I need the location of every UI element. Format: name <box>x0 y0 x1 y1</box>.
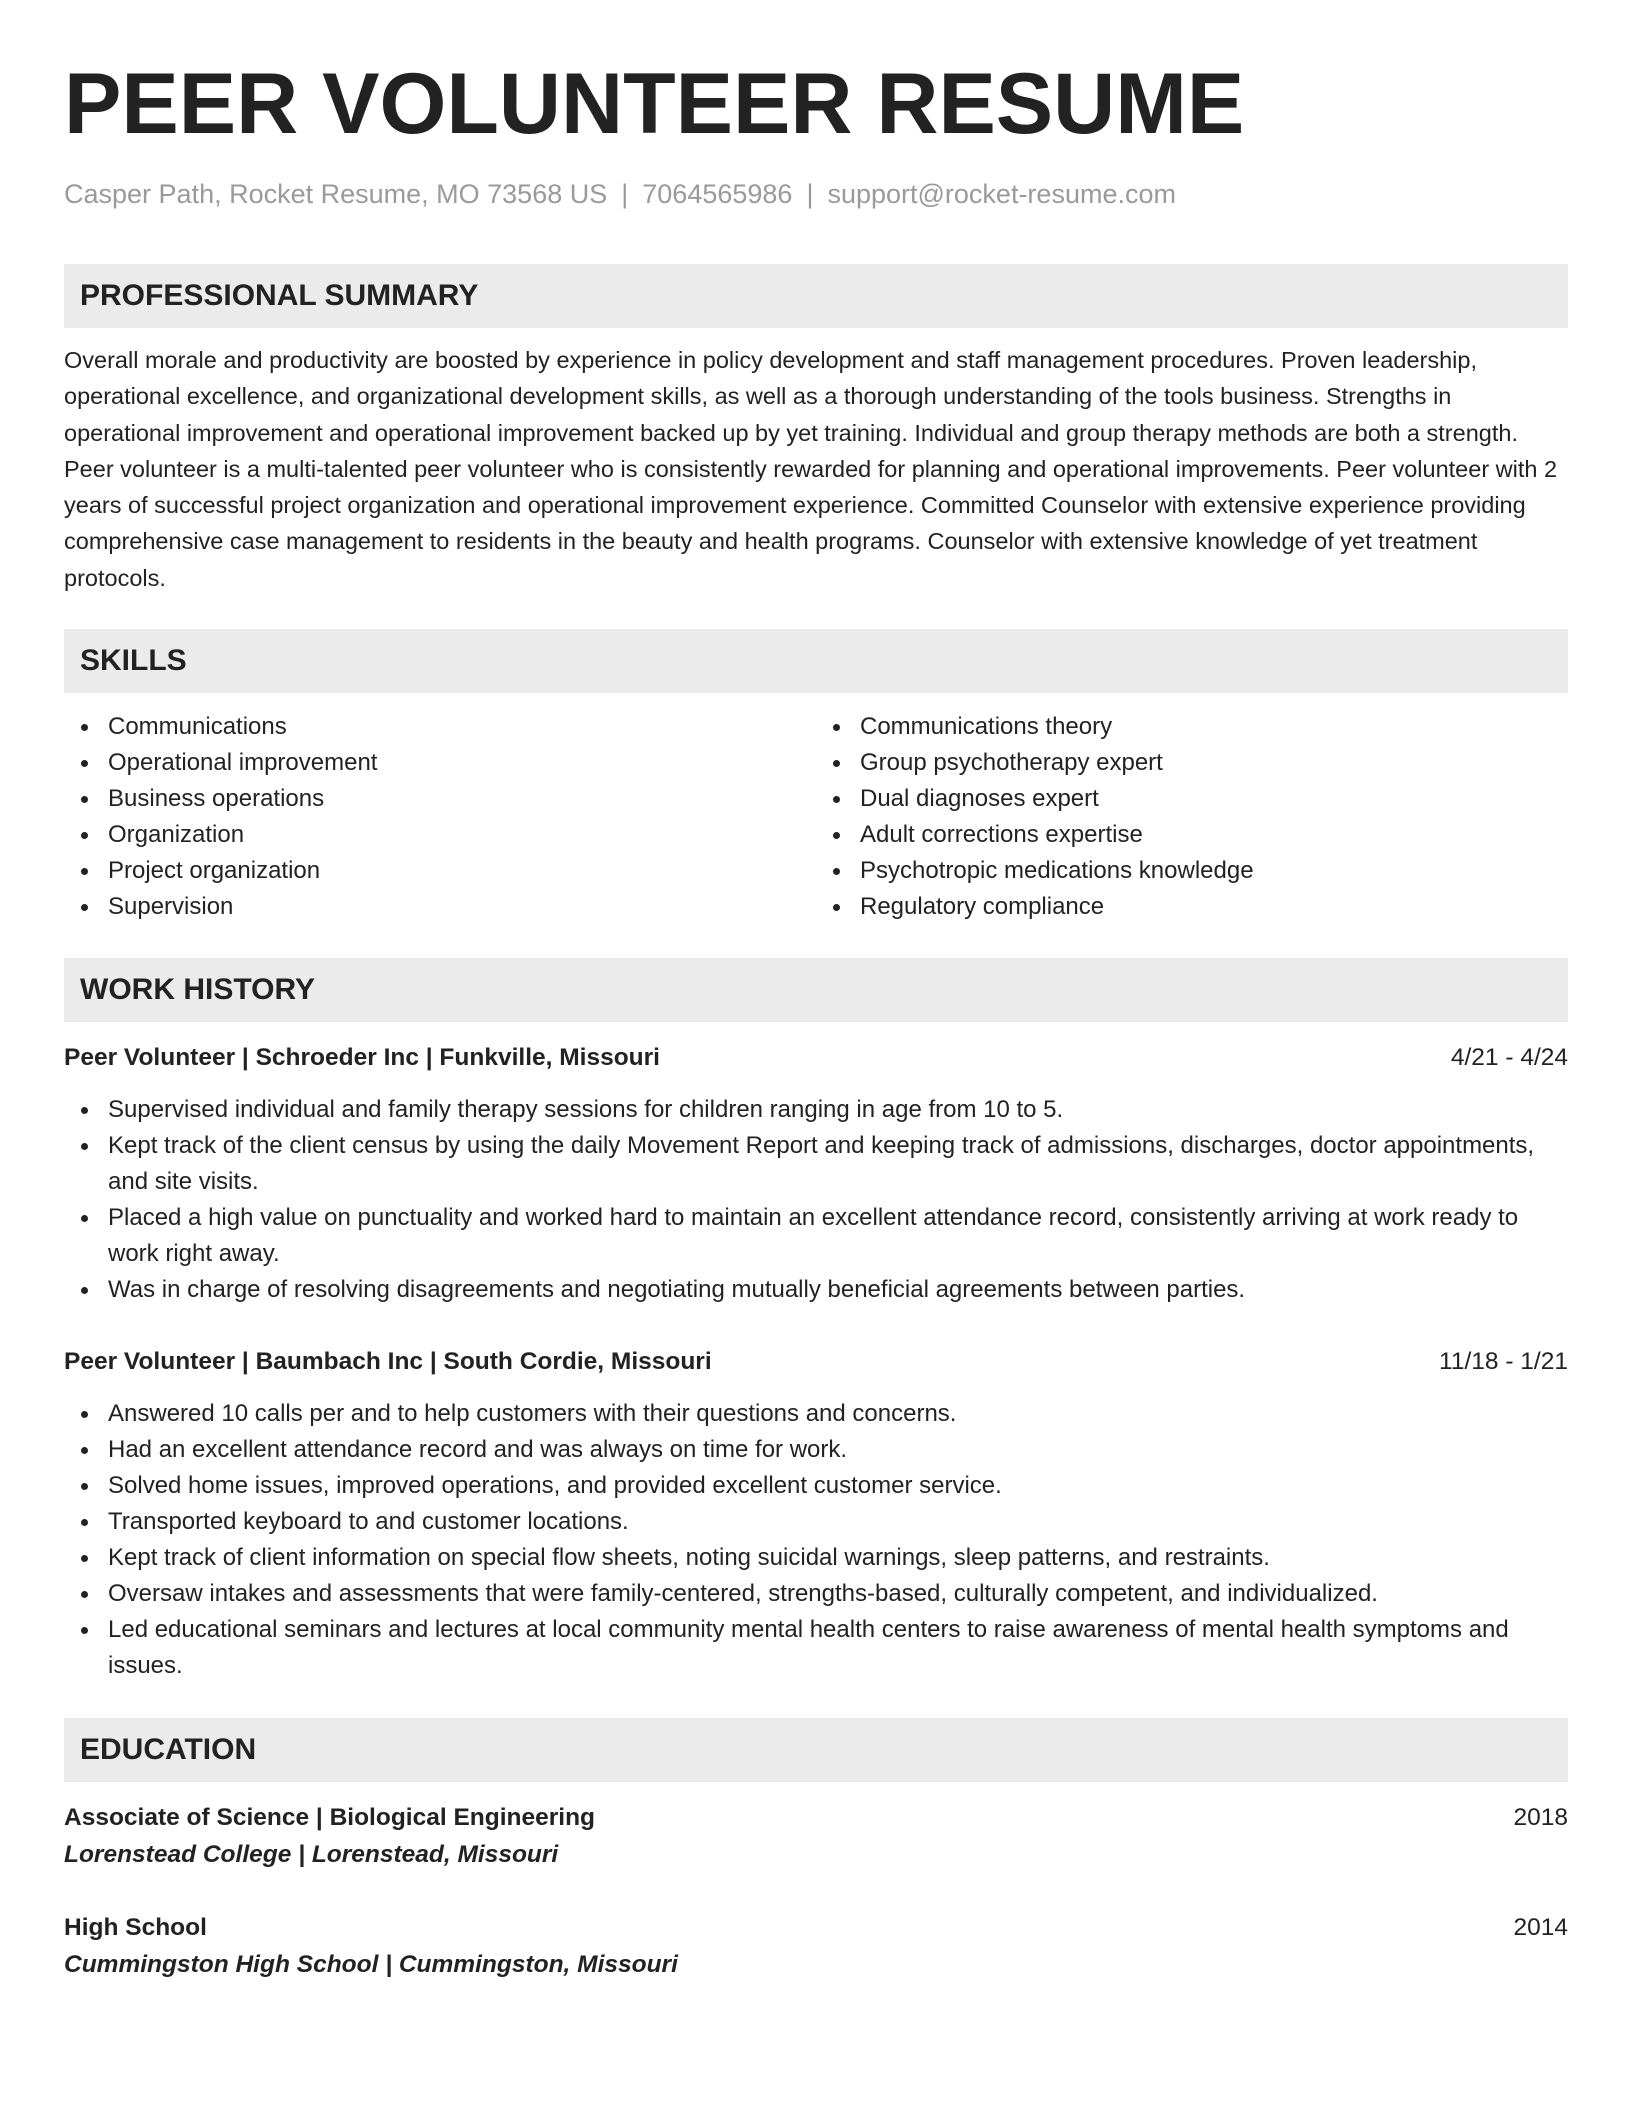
contact-email: support@rocket-resume.com <box>827 179 1176 209</box>
skill-item: Organization <box>108 817 816 853</box>
skills-heading: SKILLS <box>64 629 1568 693</box>
education-degree: Associate of Science | Biological Engineering <box>64 1804 596 1832</box>
contact-separator: | <box>621 179 629 209</box>
skills-column-right <box>816 709 1568 925</box>
contact-phone: 7064565986 <box>642 179 793 209</box>
job-bullet: Kept track of client information on special flow sheets, noting suicidal warnings, sleep patterns, and restraints. <box>108 1540 1568 1576</box>
education-school: Lorenstead College | Lorenstead, Missouri <box>64 1841 559 1869</box>
skill-item: Adult corrections expertise <box>860 817 1568 853</box>
summary-text: Overall morale and productivity are boosted by experience in policy development and staff management procedures. Proven leadership, operational excellence, and organizational development skills, as well as a thorough understanding of the tools business. Strengths in operational improvement and operational improvement backed up by yet training. Individual and group therapy methods are both a strength. Peer volunteer is a multi-talented peer volunteer who is consistently rewarded for planning and operational improvements. Peer volunteer with 2 years of successful project organization and operational improvement experience. Committed Counselor with extensive experience providing comprehensive case management to residents in the beauty and health programs. Counselor with extensive knowledge of yet treatment protocols. <box>64 347 1558 591</box>
skill-item: Psychotropic medications knowledge <box>860 853 1568 889</box>
job-entry <box>64 1040 1568 1308</box>
skill-item: Regulatory compliance <box>860 889 1568 925</box>
skill-item: Project organization <box>108 853 816 889</box>
contact-line <box>64 176 1568 212</box>
contact-address: Casper Path, Rocket Resume, MO 73568 US <box>64 179 608 209</box>
education-entry <box>64 1910 1568 1984</box>
resume-title: PEER VOLUNTEER RESUME <box>64 56 1245 152</box>
skill-item: Group psychotherapy expert <box>860 745 1568 781</box>
job-header <box>64 1344 1568 1380</box>
education-degree: High School <box>64 1914 207 1942</box>
job-dates: 4/21 - 4/24 <box>1450 1044 1568 1072</box>
work-history-heading: WORK HISTORY <box>64 958 1568 1022</box>
education-header <box>64 1800 1568 1836</box>
education-school: Cummingston High School | Cummingston, Missouri <box>64 1951 678 1979</box>
job-header <box>64 1040 1568 1076</box>
skill-item: Communications <box>108 709 816 745</box>
education-header <box>64 1910 1568 1946</box>
job-bullet: Kept track of the client census by using the daily Movement Report and keeping track of admissions, discharges, doctor appointments, and site visits. <box>108 1128 1568 1200</box>
job-bullet: Answered 10 calls per and to help customers with their questions and concerns. <box>108 1396 1568 1432</box>
job-bullet: Transported keyboard to and customer locations. <box>108 1504 1568 1540</box>
education-year: 2014 <box>1513 1914 1568 1942</box>
skills-list <box>64 709 1568 925</box>
job-bullet: Was in charge of resolving disagreements and negotiating mutually beneficial agreements between parties. <box>108 1272 1568 1308</box>
job-bullet: Oversaw intakes and assessments that were family-centered, strengths-based, culturally competent, and individualized. <box>108 1576 1568 1612</box>
job-title: Peer Volunteer | Schroeder Inc | Funkville, Missouri <box>64 1044 660 1072</box>
skill-item: Dual diagnoses expert <box>860 781 1568 817</box>
job-bullets <box>64 1396 1568 1684</box>
skill-item: Operational improvement <box>108 745 816 781</box>
skill-item: Communications theory <box>860 709 1568 745</box>
job-bullet: Had an excellent attendance record and was always on time for work. <box>108 1432 1568 1468</box>
skill-item: Supervision <box>108 889 816 925</box>
summary-heading: PROFESSIONAL SUMMARY <box>64 264 1568 328</box>
education-entry <box>64 1800 1568 1874</box>
job-bullet: Supervised individual and family therapy sessions for children ranging in age from 10 to 5. <box>108 1092 1568 1128</box>
job-bullet: Led educational seminars and lectures at local community mental health centers to raise awareness of mental health symptoms and issues. <box>108 1612 1568 1684</box>
skill-item: Business operations <box>108 781 816 817</box>
contact-separator: | <box>806 179 814 209</box>
job-bullet: Placed a high value on punctuality and worked hard to maintain an excellent attendance record, consistently arriving at work ready to work right away. <box>108 1200 1568 1272</box>
job-bullets <box>64 1092 1568 1308</box>
education-heading: EDUCATION <box>64 1718 1568 1782</box>
job-entry <box>64 1344 1568 1684</box>
job-dates: 11/18 - 1/21 <box>1439 1348 1568 1376</box>
skills-column-left <box>64 709 816 925</box>
education-year: 2018 <box>1513 1804 1568 1832</box>
job-title: Peer Volunteer | Baumbach Inc | South Cordie, Missouri <box>64 1348 712 1376</box>
job-bullet: Solved home issues, improved operations, and provided excellent customer service. <box>108 1468 1568 1504</box>
